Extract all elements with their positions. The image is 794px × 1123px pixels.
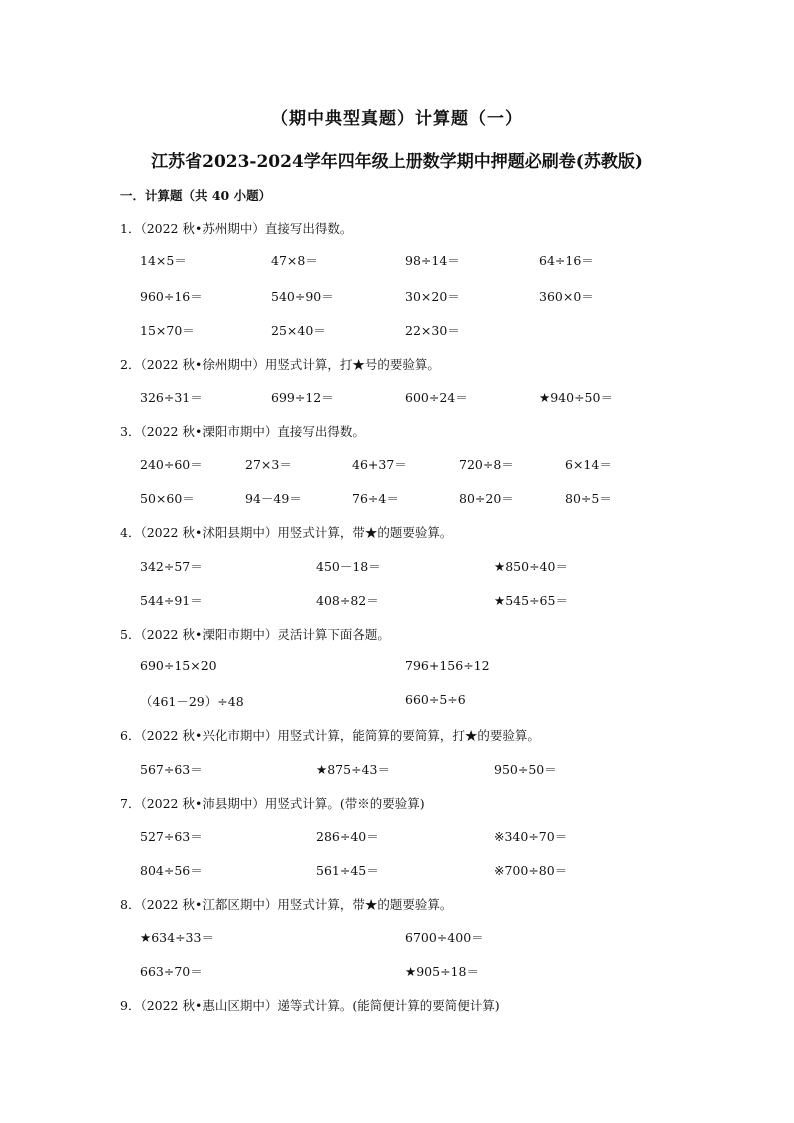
question-label: 1．（2022 秋•苏州期中）直接写出得数。 (120, 221, 353, 236)
question-label: 3．（2022 秋•溧阳市期中）直接写出得数。 (120, 424, 365, 439)
problem: ★634÷33＝ (140, 930, 214, 945)
problem: 240÷60＝ (140, 457, 203, 472)
problem: 663÷70＝ (140, 964, 203, 979)
problem-row (0, 557, 794, 575)
problem: 76÷4＝ (352, 491, 399, 506)
problem: 450－18＝ (316, 559, 381, 574)
question-label: 6．（2022 秋•兴化市期中）用竖式计算，能简算的要简算，打★的要验算。 (120, 728, 540, 743)
question-label: 2．（2022 秋•徐州期中）用竖式计算，打★号的要验算。 (120, 357, 440, 372)
problem: 600÷24＝ (405, 390, 468, 405)
problem: 94－49＝ (245, 491, 302, 506)
problem: 804÷56＝ (140, 863, 203, 878)
problem-row (0, 760, 794, 778)
problem: 360×0＝ (539, 289, 594, 304)
problem-row (0, 287, 794, 305)
problem: 80÷20＝ (459, 491, 514, 506)
problem: 27×3＝ (245, 457, 292, 472)
problem-row (0, 827, 794, 845)
question-label: 7．（2022 秋•沛县期中）用竖式计算。(带※的要验算) (120, 796, 425, 811)
problem: 286÷40＝ (316, 829, 379, 844)
problem: ★850÷40＝ (494, 559, 568, 574)
problem-row (0, 692, 794, 710)
problem: 660÷5÷6 (405, 692, 466, 707)
problem-row (0, 658, 794, 676)
problem: 720÷8＝ (459, 457, 514, 472)
problem: 567÷63＝ (140, 762, 203, 777)
problem-row (0, 489, 794, 507)
problem: 15×70＝ (140, 323, 195, 338)
question-label: 9．（2022 秋•惠山区期中）递等式计算。(能简便计算的要简便计算) (120, 998, 500, 1013)
problem-row (0, 388, 794, 406)
problem: 6×14＝ (565, 457, 612, 472)
section-heading: 一．计算题（共 40 小题） (120, 188, 272, 203)
problem: 47×8＝ (271, 253, 318, 268)
problem: 950÷50＝ (494, 762, 557, 777)
problem: ※700÷80＝ (494, 863, 568, 878)
problem: 46+37＝ (352, 457, 407, 472)
question-label: 8．（2022 秋•江都区期中）用竖式计算，带★的题要验算。 (120, 897, 453, 912)
problem: 796+156÷12 (405, 658, 490, 673)
problem: ★545÷65＝ (494, 593, 568, 608)
problem: 527÷63＝ (140, 829, 203, 844)
problem: 14×5＝ (140, 253, 187, 268)
problem-row (0, 861, 794, 879)
question-label: 4．（2022 秋•沭阳县期中）用竖式计算，带★的题要验算。 (120, 525, 453, 540)
problem: 25×40＝ (271, 323, 326, 338)
problem: 408÷82＝ (316, 593, 379, 608)
page-subtitle: 江苏省2023-2024学年四年级上册数学期中押题必刷卷(苏教版) (151, 152, 643, 172)
problem-row (0, 962, 794, 980)
problem: 6700÷400＝ (405, 930, 484, 945)
problem: 960÷16＝ (140, 289, 203, 304)
problem: 30×20＝ (405, 289, 460, 304)
problem: 544÷91＝ (140, 593, 203, 608)
problem-row (0, 455, 794, 473)
problem: ★940÷50＝ (539, 390, 613, 405)
problem: ★875÷43＝ (316, 762, 390, 777)
problem: ※340÷70＝ (494, 829, 568, 844)
problem: 50×60＝ (140, 491, 195, 506)
problem: 342÷57＝ (140, 559, 203, 574)
problem: 690÷15×20 (140, 658, 217, 673)
page-title: （期中典型真题）计算题（一） (271, 109, 523, 129)
problem: 540÷90＝ (271, 289, 334, 304)
problem-row (0, 321, 794, 339)
problem: （461－29）÷48 (140, 694, 244, 709)
problem: 98÷14＝ (405, 253, 460, 268)
problem-row (0, 591, 794, 609)
question-label: 5．（2022 秋•溧阳市期中）灵活计算下面各题。 (120, 627, 390, 642)
problem: 561÷45＝ (316, 863, 379, 878)
problem: 699÷12＝ (271, 390, 334, 405)
problem-row (0, 251, 794, 269)
problem: 22×30＝ (405, 323, 460, 338)
problem-row (0, 928, 794, 946)
problem: 326÷31＝ (140, 390, 203, 405)
problem: 64÷16＝ (539, 253, 594, 268)
problem: 80÷5＝ (565, 491, 612, 506)
problem: ★905÷18＝ (405, 964, 479, 979)
